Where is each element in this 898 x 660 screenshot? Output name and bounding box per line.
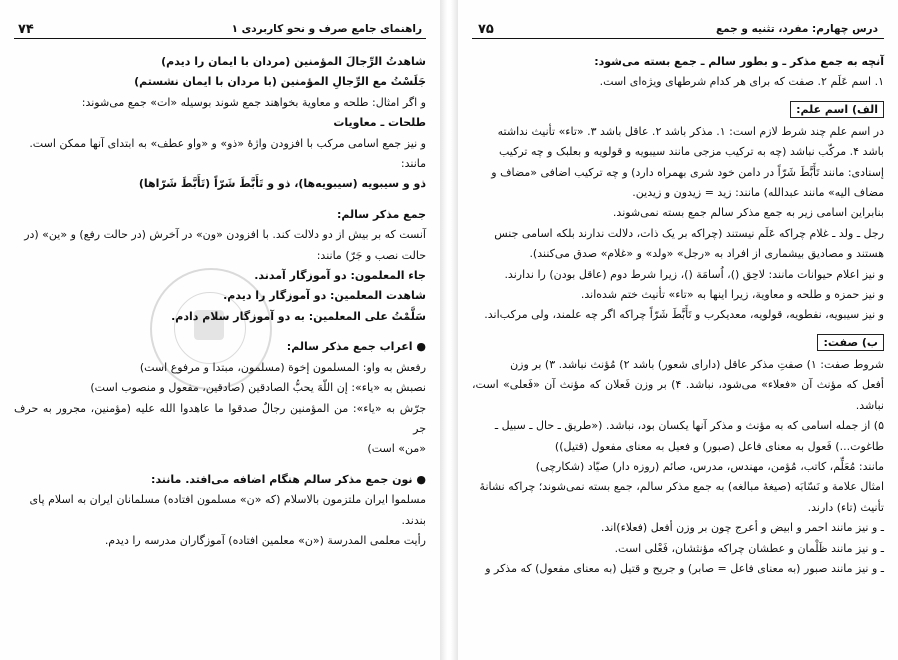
text-line: أفعل که مؤنث آن «فعلاء» می‌شود، نباشد. ۴) بر وزن فَعلان که مؤنث آن «فَعلی» است، نباشد. bbox=[472, 378, 884, 412]
text-line: و نیز حمزه و طلحه و معاویة، زیرا اینها به «تاء» تأنیث ختم شده‌اند. bbox=[580, 288, 884, 302]
right-page-header bbox=[472, 22, 884, 39]
text-line: مانند: bbox=[400, 157, 426, 171]
text-line: آنست که بر بیش از دو دلالت کند. با افزودن «ون» در آخرش (در حالت رفع) و «ین» (در bbox=[24, 228, 426, 242]
section-heading: ● نون جمع مذکر سالم هنگام اضافه می‌افتد. مانند: bbox=[151, 472, 426, 486]
text-line: «من» است) bbox=[367, 442, 426, 456]
left-running-title: راهنمای جامع صرف و نحو کاربردی ۱ bbox=[231, 23, 422, 35]
example-line: طلحات ـ معاویات bbox=[333, 116, 426, 130]
text-line: مانند: مُعَلِّم، کاتب، مُؤمن، مهندس، مدرس، صائم (روزه دار) صیّاد (شکارچی) bbox=[535, 459, 884, 473]
section-heading-text: اعراب جمع مذکر سالم: bbox=[286, 340, 413, 354]
text-line: و نیز اعلام حیوانات مانند: لاحِق ()، اُسامَة ()، زیرا شرط دوم (عاقل بودن) را ندارند. bbox=[504, 267, 884, 281]
text-line: شروط صفت: ۱) صفتِ مذکر عاقل (دارای شعور) باشد ۲) مُؤنث نباشد. ۳) بر وزن bbox=[510, 357, 884, 371]
text-line: إسنادی: مانند تَأَبَّطَ شَرّاً در دامن خود شری بهمراه دارد) و چه ترکیب اضافی «مضاف و bbox=[491, 165, 884, 179]
text-line: مسلموا ایران ملتزمون بالاسلام (که «ن» مسلمون افتاده) مسلمانان ایران به اسلام پای bbox=[29, 493, 426, 507]
text-line: امثال علامة و نَسّابَه (صیغهٔ مبالغه) به جمع مذکر سالم، جمع بسته نمی‌شوند؛ چراکه نشانهٔ bbox=[479, 480, 884, 494]
right-page bbox=[458, 0, 898, 660]
text-line: رفعش به واو: المسلمون إخوة (مسلمون، مبتدا و مرفوع است) bbox=[139, 360, 426, 374]
text-line: تأنیث (تاء) دارند. bbox=[807, 500, 884, 514]
text-line: طاغوت...) فَعول به معنای فاعل (صبور) و فعیل به معنای مفعول (قتیل)) bbox=[554, 439, 884, 453]
text-line: در اسم علم چند شرط لازم است: ۱. مذکر باشد ۲. عاقل باشد ۳. «تاء» تأنیث نداشته bbox=[497, 124, 884, 138]
subsection-heading: ب) صفت: bbox=[817, 334, 884, 351]
section-heading: ● اعراب جمع مذکر سالم: bbox=[286, 340, 426, 354]
left-page-number: ۷۴ bbox=[18, 22, 34, 37]
left-page-header bbox=[14, 22, 426, 39]
section-heading: جمع مذکر سالم: bbox=[337, 207, 426, 221]
text-line: باشد ۴. مرکّب نباشد (چه به ترکیب مزجی مانند سیبویه و قولویه و بعلبک و چه ترکیب bbox=[499, 145, 884, 159]
subsection-heading: الف) اسم علم: bbox=[790, 101, 884, 118]
text-line: ـ و نیز مانند صبور (به معنای فاعل = صابر) و جریح و قتیل (به معنای مفعول) که مذکر و bbox=[485, 561, 884, 575]
text-line: و نیز جمع اسامی مرکب با افزودن واژهٔ «ذو» و «واو عطف» به ابتدای آنها ممکن است. bbox=[29, 136, 426, 150]
text-line: رأیت معلمی المدرسة («ن» معلمین افتاده) آموزگاران مدرسه را دیدم. bbox=[104, 533, 426, 547]
left-page-body bbox=[14, 52, 426, 551]
text-line: ـ و نیز مانند ظَلْمان و عطشان چراکه مؤنثشان، فَعْلی است. bbox=[614, 541, 884, 555]
book-gutter bbox=[440, 0, 458, 660]
text-line: هستند و مصادیق بیشماری از افراد به «رجل» «ولد» و «غلام» صدق می‌کنند). bbox=[529, 247, 884, 261]
text-line: جرّش به «یاء»: من المؤمنین رجالٌ صدقوا ما عاهدوا الله علیه (مؤمنین، مجرور به حرف جر bbox=[14, 401, 426, 435]
text-line: ـ و نیز مانند احمر و ابیض و أعرج چون بر وزن أفعل (فعلاء)اند. bbox=[600, 521, 884, 535]
text-line: ۵) از جمله اسامی که به مؤنث و مذکر آنها یکسان بود، نباشد. («طریق ـ حال ـ سبیل ـ bbox=[494, 419, 884, 433]
left-page bbox=[0, 0, 440, 660]
text-line: بندند. bbox=[401, 513, 426, 527]
text-line: ۱. اسم عَلَم ۲. صفت که برای هر کدام شرطهای ویژه‌ای است. bbox=[599, 75, 884, 89]
text-line: رجل ـ ولد ـ غلام چراکه عَلَم نیستند (چراکه بر یک ذات، دلالت ندارند بلکه اسامی جنس bbox=[494, 226, 884, 240]
right-running-title: درس چهارم: مفرد، تثنیه و جمع bbox=[715, 23, 878, 35]
section-heading: آنچه به جمع مذکر ـ و بطور سالم ـ جمع بسته می‌شود: bbox=[594, 55, 884, 68]
text-line: و نیز سیبویه، نفطویه، قولویه، معدیکرب و تَأَبَّطَ شَرّاً چراکه اگر چه علمند، ولی مرکب‌اند. bbox=[484, 308, 884, 322]
example-line: شاهدتُ الرِّجالَ المؤمنین (مردان با ایمان را دیدم) bbox=[161, 55, 426, 68]
example-line: جَلَسْتُ مع الرِّجالِ المؤمنین (با مردان با ایمان نشستم) bbox=[134, 75, 426, 89]
text-line: حالت نصب و جَرّ) مانند: bbox=[316, 248, 426, 262]
right-page-body bbox=[472, 52, 884, 579]
text-line: و اگر امثال: طلحه و معاویة بخواهند جمع شوند بوسیله «ات» جمع می‌شوند: bbox=[81, 95, 426, 109]
example-line: شاهدت المعلمین: دو آموزگار را دیدم. bbox=[223, 289, 426, 303]
example-line: سَلَّمْتُ علی المعلمین: به دو آموزگار سلام دادم. bbox=[171, 309, 426, 323]
right-page-number: ۷۵ bbox=[478, 22, 494, 37]
text-line: مضاف الیه» مانند عبدالله) مانند: زید = زیدون و زیدین. bbox=[632, 186, 884, 200]
section-heading-text: نون جمع مذکر سالم هنگام اضافه می‌افتد. مانند: bbox=[151, 472, 413, 486]
example-line: جاء المعلمون: دو آموزگار آمدند. bbox=[254, 269, 426, 283]
text-line: نصبش به «یاء»: إن اللّهَ یحبُّ الصادقین (صادقین، مفعول و منصوب است) bbox=[90, 381, 426, 395]
example-line: ذو و سیبویه (سیبویه‌ها)، ذو و تَأَبَّطَ شَرّاً (تَأَبَّطَ شَرّاها) bbox=[138, 177, 426, 191]
text-line: بنابراین اسامی زیر به جمع مذکر سالم جمع بسته نمی‌شوند. bbox=[612, 206, 884, 220]
